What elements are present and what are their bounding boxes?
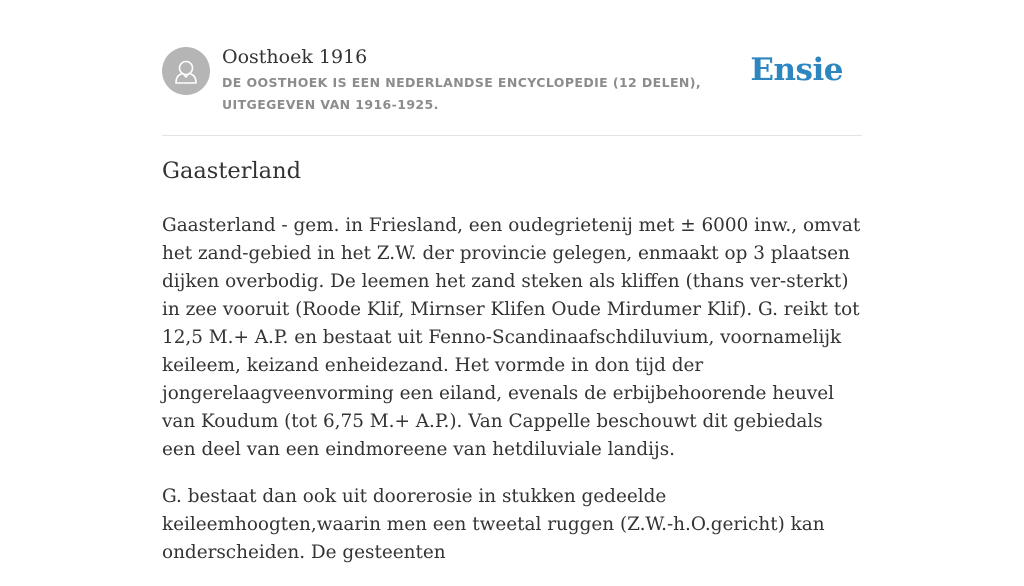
- article-paragraph: G. bestaat dan ook uit doorerosie in stukken gedeelde keileemhoogten,waarin men een tweetal ruggen (Z.W.-h.O.gericht) kan onderscheiden. De gesteenten: [162, 486, 825, 563]
- article-body: [162, 212, 862, 586]
- source-title[interactable]: Oosthoek 1916: [222, 46, 368, 68]
- article-paragraph: Gaasterland - gem. in Friesland, een oudegrietenij met ± 6000 inw., omvat het zand-gebied in het Z.W. der provincie gelegen, enmaakt op 3 plaatsen dijken overbodig. De leemen het zand steken als kliffen (thans ver-sterkt) in zee vooruit (Roode Klif, Mirnser Klifen Oude Mirdumer Klif). G. reikt tot 12,5 M.+ A.P. en bestaat uit Fenno-Scandinaafschdiluvium, voornamelijk keileem, keizand enheidezand. Het vormde in don tijd der jongerelaagveenvorming een eiland, evenals de erbijbehoorende heuvel van Koudum (tot 6,75 M.+ A.P.). Van Cappelle beschouwt dit gebiedals een deel van een eindmoreene van hetdiluviale landijs.: [162, 215, 861, 460]
- page-container: [162, 0, 862, 563]
- source-description: DE OOSTHOEK IS EEN NEDERLANDSE ENCYCLOPEDIE (12 DELEN), UITGEGEVEN VAN 1916-1925.: [222, 75, 702, 112]
- article-title: Gaasterland: [162, 158, 301, 184]
- source-header: [162, 0, 862, 136]
- ensie-logo[interactable]: Ensie: [750, 52, 843, 88]
- user-silhouette-icon[interactable]: [162, 47, 210, 95]
